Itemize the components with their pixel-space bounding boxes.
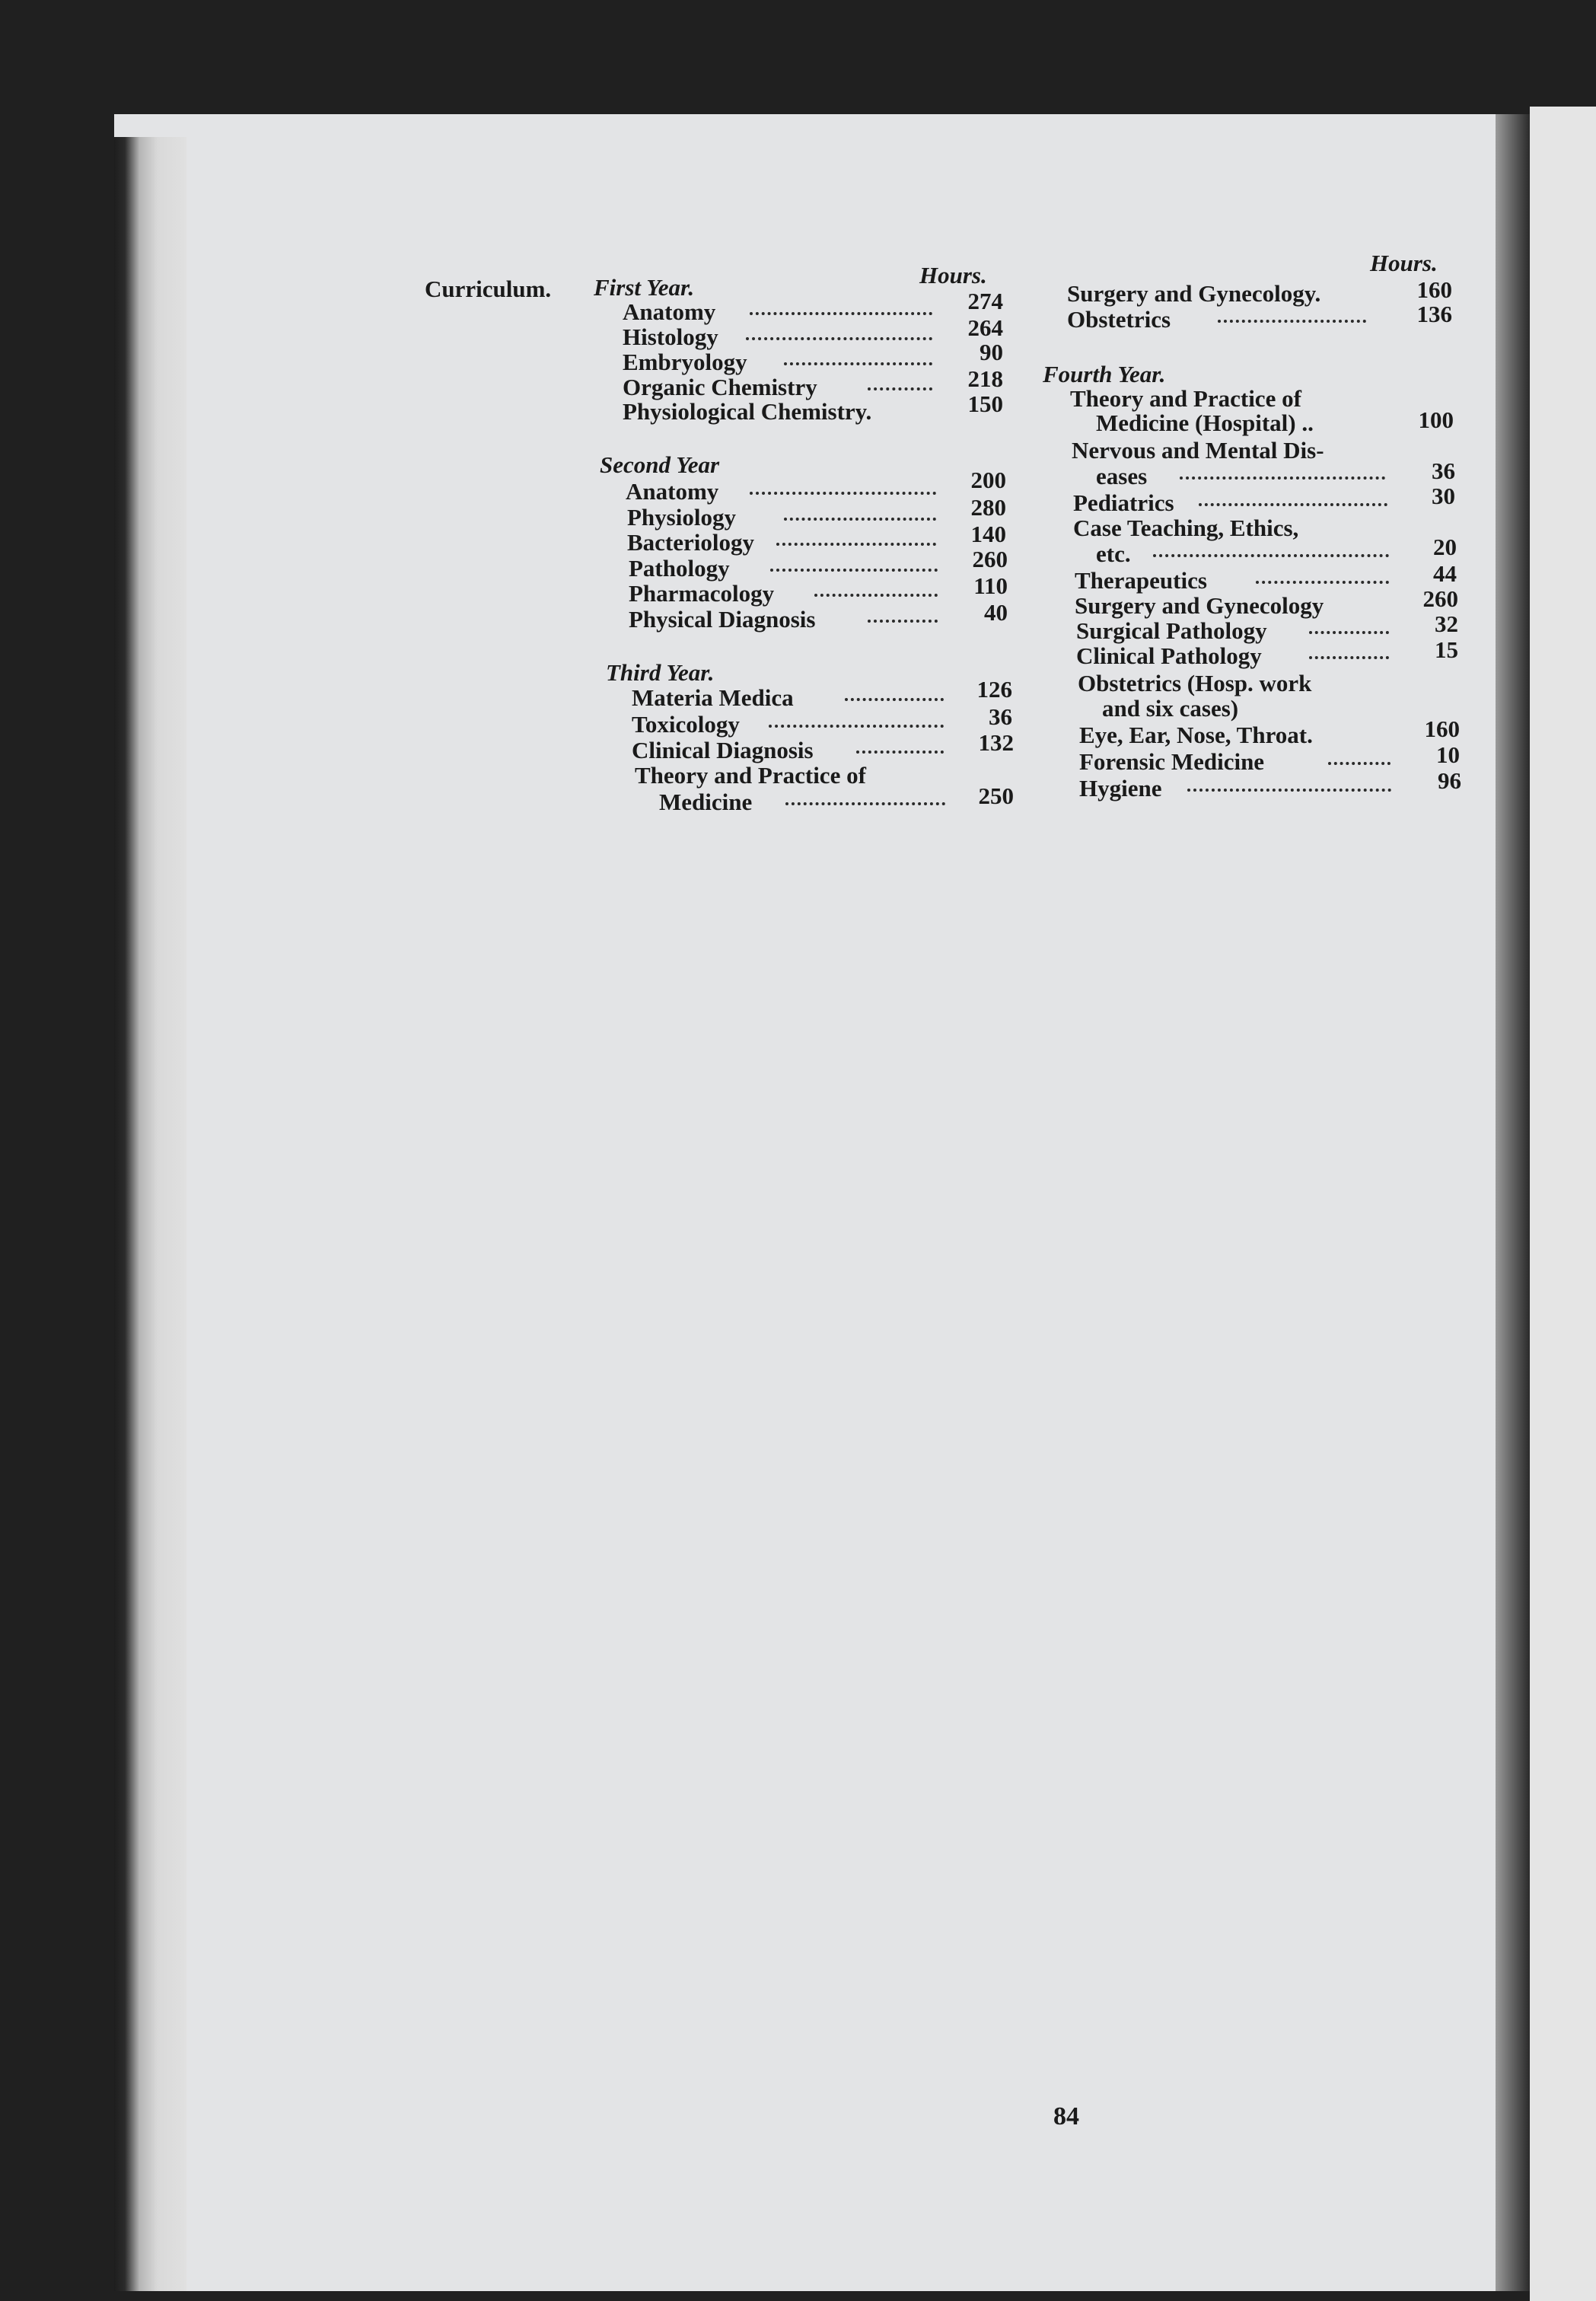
dot-leader xyxy=(868,387,932,390)
fourth-year-item-case-teaching-line1: Case Teaching, Ethics, xyxy=(1073,515,1299,541)
dot-leader xyxy=(785,802,945,805)
fourth-year-item-case-teaching-line2: etc. xyxy=(1096,540,1131,567)
third-year-item-toxicology: Toxicology xyxy=(632,711,740,738)
first-year-item-anatomy: Anatomy xyxy=(623,298,716,325)
fourth-year-item-theory-practice-line1: Theory and Practice of xyxy=(1070,385,1301,412)
fourth-year-item-clinical-pathology: Clinical Pathology xyxy=(1076,642,1262,669)
third-year-hours-materia-medica: 126 xyxy=(976,676,1012,703)
fourth-year-item-surgery-gynecology: Surgery and Gynecology xyxy=(1075,592,1324,619)
dot-leader xyxy=(868,620,938,623)
book-spine xyxy=(1496,114,1530,2291)
third-year-cont-obstetrics: Obstetrics xyxy=(1067,306,1171,333)
dot-leader xyxy=(750,492,936,495)
curriculum-label: Curriculum. xyxy=(425,276,552,302)
third-year-cont-hours-surgery-gynecology: 160 xyxy=(1416,276,1452,303)
fourth-year-item-theory-practice-line2: Medicine (Hospital) .. xyxy=(1096,410,1314,436)
page-edge xyxy=(114,137,186,2291)
third-year-hours-theory-practice: 250 xyxy=(978,782,1014,809)
third-year-item-clinical-diagnosis: Clinical Diagnosis xyxy=(632,737,814,763)
fourth-year-hours-therapeutics: 44 xyxy=(1433,560,1457,587)
third-year-item-theory-practice-line1: Theory and Practice of xyxy=(635,762,866,789)
hours-header-left: Hours. xyxy=(919,262,987,288)
fourth-year-hours-clinical-pathology: 15 xyxy=(1435,636,1458,663)
dot-leader xyxy=(1180,476,1385,480)
second-year-hours-physical-diagnosis: 40 xyxy=(984,599,1008,626)
fourth-year-hours-theory-practice: 100 xyxy=(1418,406,1454,433)
second-year-item-anatomy: Anatomy xyxy=(626,478,719,505)
first-year-heading: First Year. xyxy=(594,274,695,301)
dot-leader xyxy=(784,362,932,365)
dot-leader xyxy=(750,312,932,315)
third-year-cont-surgery-gynecology: Surgery and Gynecology. xyxy=(1067,280,1321,307)
fourth-year-item-obstetrics-line2: and six cases) xyxy=(1102,695,1239,722)
first-year-item-physiological-chemistry: Physiological Chemistry. xyxy=(623,398,872,425)
first-year-hours-organic-chemistry: 218 xyxy=(967,365,1003,392)
second-year-hours-physiology: 280 xyxy=(970,494,1006,521)
fourth-year-item-obstetrics-line1: Obstetrics (Hosp. work xyxy=(1078,670,1312,696)
first-year-hours-embryology: 90 xyxy=(980,339,1003,365)
second-year-hours-pathology: 260 xyxy=(972,546,1008,572)
dot-leader xyxy=(770,569,938,572)
second-year-item-physiology: Physiology xyxy=(627,504,736,531)
dot-leader xyxy=(769,725,944,728)
second-year-heading: Second Year xyxy=(600,451,720,478)
third-year-item-theory-practice-line2: Medicine xyxy=(659,789,753,815)
fourth-year-hours-eye-ear-nose-throat: 160 xyxy=(1424,715,1460,742)
first-year-hours-anatomy: 274 xyxy=(967,288,1003,314)
third-year-hours-toxicology: 36 xyxy=(989,703,1012,730)
fourth-year-item-surgical-pathology: Surgical Pathology xyxy=(1076,617,1267,644)
second-year-hours-bacteriology: 140 xyxy=(970,521,1006,547)
second-year-item-pathology: Pathology xyxy=(629,555,730,582)
fourth-year-item-pediatrics: Pediatrics xyxy=(1073,489,1174,516)
book-page xyxy=(114,114,1560,2291)
dot-leader xyxy=(746,337,932,340)
first-year-hours-physiological-chemistry: 150 xyxy=(967,390,1003,417)
dot-leader xyxy=(784,518,936,521)
fourth-year-item-nervous-mental-line2: eases xyxy=(1096,463,1148,489)
fourth-year-item-forensic-medicine: Forensic Medicine xyxy=(1079,748,1265,775)
third-year-cont-hours-obstetrics: 136 xyxy=(1416,301,1452,327)
dot-leader xyxy=(856,751,944,754)
second-year-hours-pharmacology: 110 xyxy=(973,572,1008,599)
first-year-item-histology: Histology xyxy=(623,323,718,350)
dot-leader xyxy=(1187,789,1391,792)
dot-leader xyxy=(1309,631,1389,634)
fourth-year-item-therapeutics: Therapeutics xyxy=(1075,567,1207,594)
dot-leader xyxy=(814,594,938,597)
fourth-year-hours-hygiene: 96 xyxy=(1438,767,1461,794)
fourth-year-hours-forensic-medicine: 10 xyxy=(1436,741,1460,768)
fourth-year-item-hygiene: Hygiene xyxy=(1079,775,1162,802)
dot-leader xyxy=(1153,554,1389,557)
fourth-year-item-eye-ear-nose-throat: Eye, Ear, Nose, Throat. xyxy=(1079,722,1313,748)
fourth-year-hours-case-teaching: 20 xyxy=(1433,534,1457,560)
first-year-item-embryology: Embryology xyxy=(623,349,747,375)
fourth-year-hours-pediatrics: 30 xyxy=(1432,483,1455,509)
fourth-year-hours-surgery-gynecology: 260 xyxy=(1422,585,1458,612)
third-year-hours-clinical-diagnosis: 132 xyxy=(978,729,1014,756)
dot-leader xyxy=(1218,320,1366,323)
hours-header-right: Hours. xyxy=(1370,250,1438,276)
third-year-item-materia-medica: Materia Medica xyxy=(632,684,794,711)
second-year-item-bacteriology: Bacteriology xyxy=(627,529,755,556)
first-year-hours-histology: 264 xyxy=(967,314,1003,341)
fourth-year-hours-nervous-mental: 36 xyxy=(1432,457,1455,484)
second-year-item-pharmacology: Pharmacology xyxy=(629,580,775,607)
dot-leader xyxy=(1309,656,1389,659)
third-year-heading: Third Year. xyxy=(606,659,715,686)
dot-leader xyxy=(776,543,936,546)
page-number: 84 xyxy=(1053,2102,1079,2130)
fourth-year-item-nervous-mental-line1: Nervous and Mental Dis- xyxy=(1072,437,1324,464)
fourth-year-hours-surgical-pathology: 32 xyxy=(1435,610,1458,637)
second-year-item-physical-diagnosis: Physical Diagnosis xyxy=(629,606,816,633)
fourth-year-heading: Fourth Year. xyxy=(1043,361,1166,387)
first-year-item-organic-chemistry: Organic Chemistry xyxy=(623,374,817,400)
dot-leader xyxy=(1256,581,1389,584)
second-year-hours-anatomy: 200 xyxy=(970,467,1006,493)
facing-page xyxy=(1530,107,1596,2301)
dot-leader xyxy=(1328,762,1391,765)
dot-leader xyxy=(845,698,944,701)
dot-leader xyxy=(1199,503,1387,506)
